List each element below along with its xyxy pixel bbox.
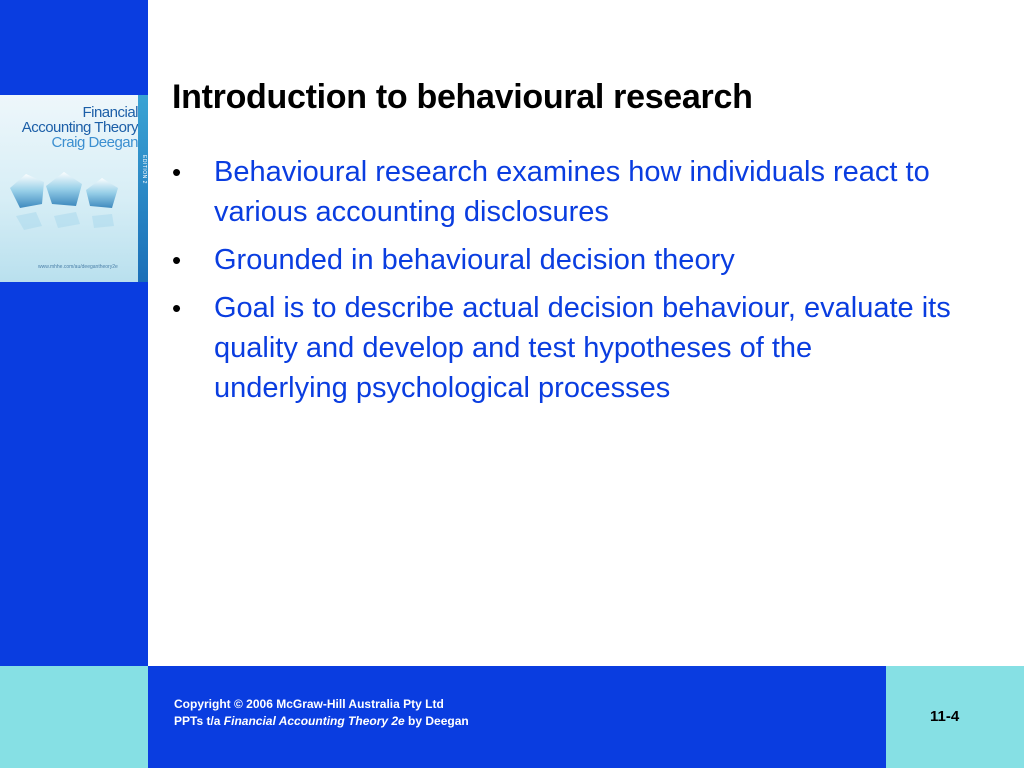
book-cover-title-line1: Financial bbox=[82, 104, 138, 121]
left-sidebar-top bbox=[0, 0, 148, 95]
ice-cubes-artwork bbox=[6, 160, 136, 260]
book-spine bbox=[138, 95, 148, 282]
book-cover-title bbox=[14, 105, 138, 150]
bullet-text: Goal is to describe actual decision behaviour, evaluate its quality and develop and test hypotheses of the underlying psychological processes bbox=[214, 292, 951, 404]
book-cover-image bbox=[0, 95, 148, 282]
copyright-line1: Copyright © 2006 McGraw-Hill Australia Pty Ltd bbox=[174, 697, 444, 711]
book-cover-author: Craig Deegan bbox=[51, 134, 138, 151]
copyright-suffix: by Deegan bbox=[404, 714, 469, 728]
bullet-text: Behavioural research examines how individuals react to various accounting disclosures bbox=[214, 156, 930, 228]
book-spine-text: EDITION 2 bbox=[141, 155, 147, 184]
copyright-notice bbox=[174, 696, 469, 730]
bullet-dot: • bbox=[172, 157, 182, 187]
footer-left-block bbox=[0, 666, 148, 768]
bullet-dot: • bbox=[172, 293, 182, 323]
bullet-text: Grounded in behavioural decision theory bbox=[214, 244, 735, 276]
book-cover-url: www.mhhe.com/au/deegantheory2e bbox=[38, 264, 118, 270]
copyright-line2 bbox=[174, 713, 469, 730]
copyright-book-title: Financial Accounting Theory 2e bbox=[223, 714, 405, 728]
bullet-dot: • bbox=[172, 245, 182, 275]
bullet-item bbox=[172, 152, 952, 232]
copyright-prefix: PPTs t/a bbox=[174, 714, 224, 728]
bullet-list bbox=[172, 152, 952, 416]
slide-title: Introduction to behavioural research bbox=[172, 78, 753, 116]
bullet-item bbox=[172, 288, 952, 408]
bullet-item bbox=[172, 240, 952, 280]
left-sidebar-bottom bbox=[0, 282, 148, 666]
book-cover-title-line2: Accounting Theory bbox=[21, 119, 138, 136]
slide-number: 11-4 bbox=[930, 708, 960, 725]
